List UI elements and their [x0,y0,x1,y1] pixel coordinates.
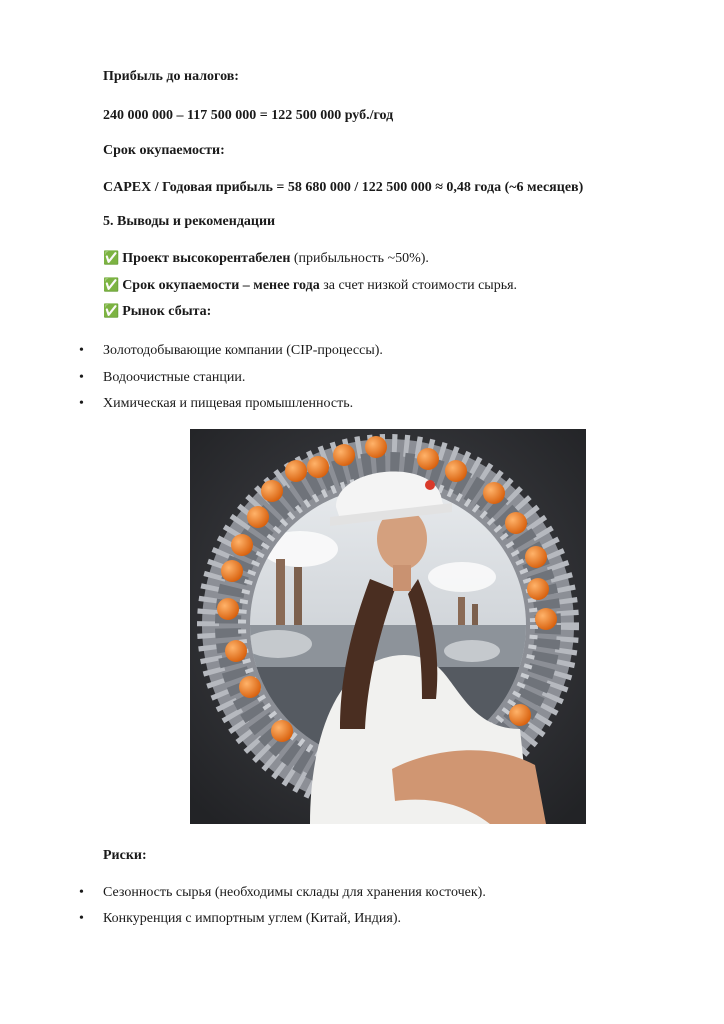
check-item [103,251,429,267]
conclusions-heading: 5. Выводы и рекомендации [103,214,276,229]
bullet-icon: • [79,343,84,358]
bullet-icon: • [79,396,84,411]
pretax-profit-heading: Прибыль до налогов: [103,69,239,84]
payback-formula: CAPEX / Годовая прибыль = 58 680 000 / 122 500 000 ≈ 0,48 года (~6 месяцев) [103,180,584,195]
risks-heading: Риски: [103,848,147,863]
check-item-text: (прибыльность ~50%). [290,251,429,266]
risk-list-item: Сезонность сырья (необходимы склады для хранения косточек). [103,885,486,900]
check-item-bold: Рынок сбыта: [122,304,212,319]
check-item-text: за счет низкой стоимости сырья. [319,278,518,293]
bullet-icon: • [79,911,84,926]
check-item-bold: Срок окупаемости – менее года [122,278,320,293]
risk-list-item: Конкуренция с импортным углем (Китай, Индия). [103,911,402,926]
check-item [103,304,211,320]
check-icon: ✅ [103,304,120,319]
market-list-item: Золотодобывающие компании (CIP-процессы). [103,343,383,358]
bullet-icon: • [79,370,84,385]
bullet-icon: • [79,885,84,900]
market-list-item: Водоочистные станции. [103,370,246,385]
check-icon: ✅ [103,251,120,266]
check-icon: ✅ [103,278,120,293]
payback-heading: Срок окупаемости: [103,143,225,158]
illustration-svg [190,429,586,824]
pretax-profit-formula: 240 000 000 – 117 500 000 = 122 500 000 руб./год [103,108,394,123]
check-item [103,278,517,294]
market-list-item: Химическая и пищевая промышленность. [103,396,354,411]
illustration-engineer-woman [190,429,586,824]
check-item-bold: Проект высокорентабелен [122,251,291,266]
